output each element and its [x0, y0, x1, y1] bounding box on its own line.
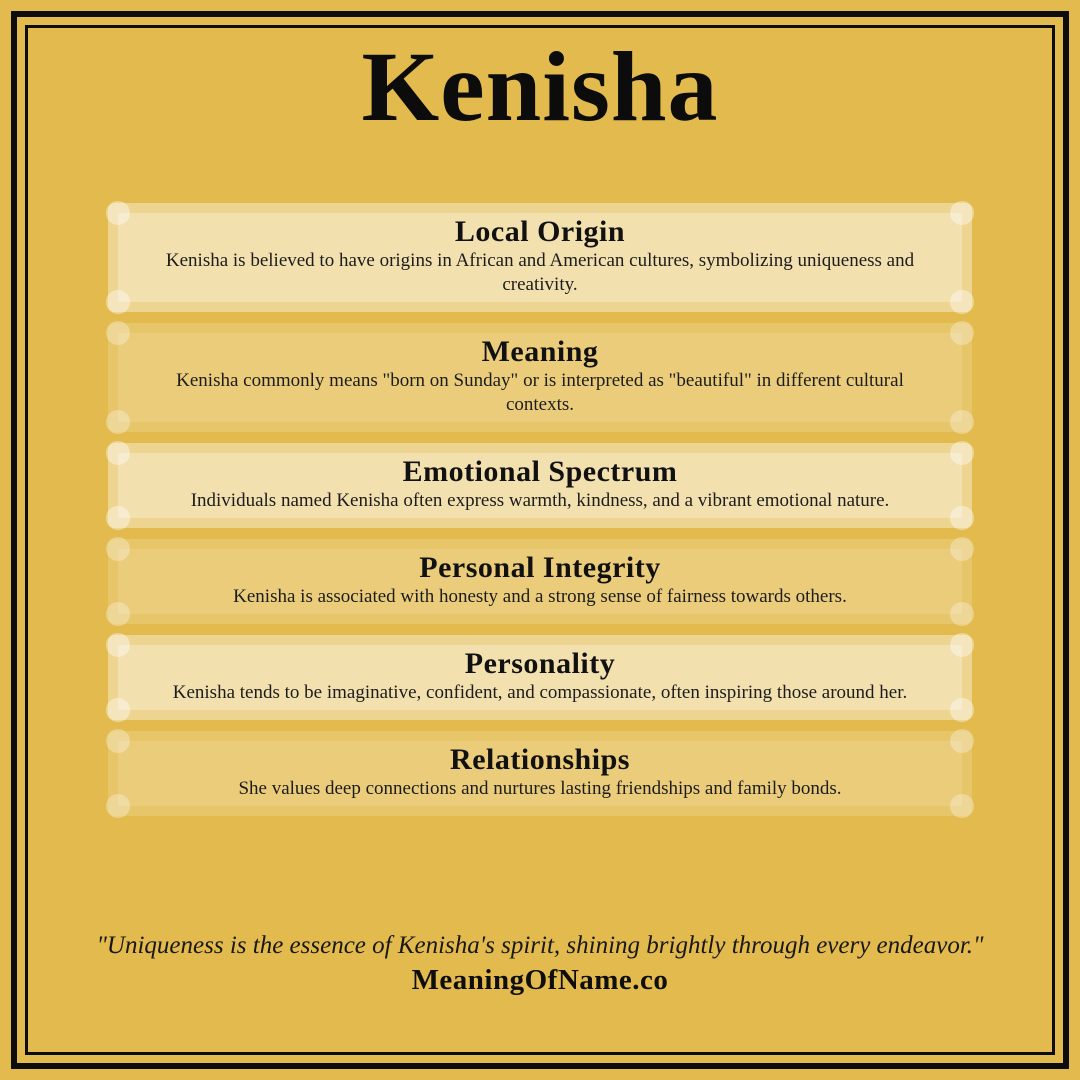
corner-dot-bottom-right: [950, 290, 974, 314]
corner-dot-top-left: [106, 729, 130, 753]
footer: [55, 930, 1025, 997]
card-description: Kenisha is associated with honesty and a strong sense of fairness towards others.: [233, 585, 847, 607]
info-card: [108, 323, 972, 432]
info-card-list: [108, 203, 972, 816]
corner-dot-top-left: [106, 633, 130, 657]
info-card-panel: [118, 213, 962, 302]
corner-dot-top-right: [950, 201, 974, 225]
corner-dot-bottom-right: [950, 506, 974, 530]
card-description: Individuals named Kenisha often express warmth, kindness, and a vibrant emotional nature.: [190, 490, 890, 512]
info-card-panel: [118, 453, 962, 518]
brand-name: MeaningOfName.co: [411, 964, 669, 996]
corner-dot-top-right: [950, 441, 974, 465]
corner-dot-top-left: [106, 441, 130, 465]
corner-dot-bottom-left: [106, 290, 130, 314]
corner-dot-bottom-right: [950, 602, 974, 626]
card-heading: Local Origin: [454, 215, 626, 248]
corner-dot-top-left: [106, 537, 130, 561]
info-card-panel: [118, 645, 962, 710]
corner-dot-top-right: [950, 729, 974, 753]
card-heading: Relationships: [450, 743, 630, 777]
card-description: Kenisha commonly means "born on Sunday" or is interpreted as "beautiful" in different cultural contexts.: [176, 369, 904, 416]
corner-dot-bottom-left: [106, 410, 130, 434]
corner-dot-top-right: [950, 321, 974, 345]
info-card-panel: [118, 741, 962, 806]
quote-text: "Uniqueness is the essence of Kenisha's spirit, shining brightly through every endeavor.": [96, 932, 984, 959]
card-description: Kenisha is believed to have origins in African and American cultures, symbolizing uniqueness and creativity.: [165, 249, 915, 295]
info-card: [108, 443, 972, 528]
info-card: [108, 203, 972, 312]
info-card: [108, 539, 972, 624]
info-card-panel: [118, 549, 962, 614]
info-card: [108, 635, 972, 720]
corner-dot-top-right: [950, 633, 974, 657]
corner-dot-bottom-left: [106, 794, 130, 818]
corner-dot-bottom-left: [106, 602, 130, 626]
corner-dot-bottom-left: [106, 698, 130, 722]
info-card: [108, 731, 972, 816]
card-heading: Personality: [464, 647, 616, 681]
corner-dot-top-left: [106, 201, 130, 225]
corner-dot-bottom-right: [950, 794, 974, 818]
corner-dot-bottom-left: [106, 506, 130, 530]
corner-dot-top-left: [106, 321, 130, 345]
card-description: Kenisha tends to be imaginative, confident, and compassionate, often inspiring those around her.: [172, 681, 908, 703]
card-heading: Emotional Spectrum: [402, 455, 678, 489]
card-heading: Meaning: [481, 335, 599, 369]
page-title: Kenisha: [361, 31, 719, 142]
info-card-panel: [118, 333, 962, 422]
corner-dot-bottom-right: [950, 410, 974, 434]
card-heading: Personal Integrity: [419, 551, 661, 585]
corner-dot-top-right: [950, 537, 974, 561]
card-description: She values deep connections and nurtures lasting friendships and family bonds.: [238, 777, 842, 799]
corner-dot-bottom-right: [950, 698, 974, 722]
